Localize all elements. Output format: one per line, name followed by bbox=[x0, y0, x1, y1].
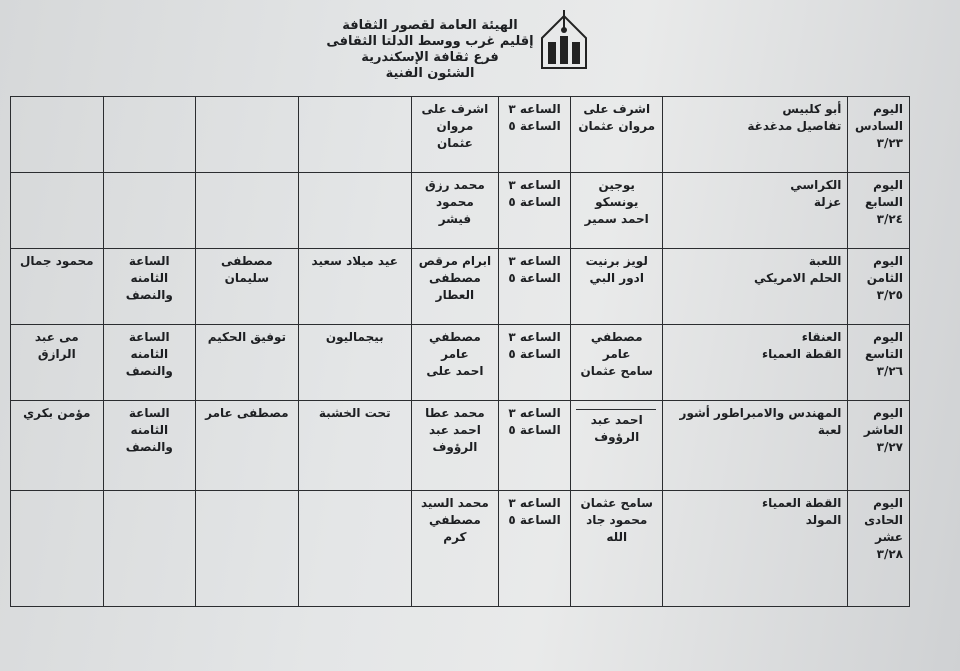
table-row bbox=[11, 401, 910, 491]
day-cell bbox=[848, 173, 910, 249]
day-label: اليوم bbox=[873, 406, 903, 420]
times-cell bbox=[499, 173, 571, 249]
play3-cell: تحت الخشبة bbox=[298, 401, 411, 491]
day-name: السادس bbox=[854, 119, 903, 133]
header-line: إقليم غرب ووسط الدلتا الثقافى bbox=[326, 34, 534, 49]
play-title: المهندس والامبراطور أشور bbox=[679, 406, 842, 420]
day-label: اليوم bbox=[873, 102, 903, 116]
committee-cell bbox=[411, 491, 498, 607]
plays-cell bbox=[663, 491, 848, 607]
play-title: تفاصيل مدغدغة bbox=[747, 119, 842, 133]
time-slot: الساعة ٥ bbox=[508, 271, 561, 285]
time-slot: الساعه ٣ bbox=[508, 102, 561, 116]
play3-cell bbox=[298, 491, 411, 607]
director-name: محمود جاد الله bbox=[586, 513, 648, 544]
plays-cell bbox=[663, 401, 848, 491]
committee3-cell bbox=[11, 97, 104, 173]
play-title: الكراسي bbox=[790, 178, 842, 192]
committee3-cell: مؤمن بكري bbox=[11, 401, 104, 491]
day-cell bbox=[848, 249, 910, 325]
play-title: القطة العمياء bbox=[761, 496, 842, 510]
time-slot: الساعه ٣ bbox=[508, 496, 561, 510]
time3-cell: الساعة الثامنه والنصف bbox=[103, 249, 195, 325]
directors-cell bbox=[570, 491, 662, 607]
day-name: الثامن bbox=[866, 271, 903, 285]
directors-cell bbox=[570, 401, 662, 491]
play-title: عزلة bbox=[813, 195, 842, 209]
organization-logo-icon bbox=[538, 8, 590, 74]
day-cell bbox=[848, 401, 910, 491]
committee-cell bbox=[411, 173, 498, 249]
blank-line bbox=[576, 409, 656, 410]
table-row bbox=[11, 491, 910, 607]
committee-name: الرؤوف bbox=[432, 440, 478, 454]
table-row bbox=[11, 97, 910, 173]
table-row bbox=[11, 249, 910, 325]
committee-name: مصطفى العطار bbox=[429, 271, 481, 302]
directors-cell bbox=[570, 97, 662, 173]
committee-cell bbox=[411, 249, 498, 325]
committee-name: اشرف على bbox=[421, 102, 489, 116]
committee-name: مروان عثمان bbox=[436, 119, 474, 150]
committee-name: احمد على bbox=[426, 364, 484, 378]
director-name: احمد عبد الرؤوف bbox=[590, 413, 643, 444]
day-date: ٣/٢٨ bbox=[876, 547, 903, 561]
committee3-cell bbox=[11, 491, 104, 607]
committee-name: محمد رزق bbox=[425, 178, 485, 192]
play3-cell bbox=[298, 173, 411, 249]
plays-cell bbox=[663, 173, 848, 249]
day-label: اليوم bbox=[873, 178, 903, 192]
director-name: ادور البي bbox=[589, 271, 644, 285]
committee-name: مصطفي كرم bbox=[429, 513, 481, 544]
committee3-cell bbox=[11, 173, 104, 249]
author3-cell: مصطفى عامر bbox=[196, 401, 299, 491]
time-slot: الساعه ٣ bbox=[508, 178, 561, 192]
committee-cell bbox=[411, 325, 498, 401]
schedule-table bbox=[10, 96, 910, 607]
play3-cell bbox=[298, 97, 411, 173]
time-slot: الساعة ٥ bbox=[508, 195, 561, 209]
day-date: ٣/٢٧ bbox=[876, 440, 903, 454]
committee-name: محمد عطا bbox=[425, 406, 485, 420]
plays-cell bbox=[663, 249, 848, 325]
author3-cell bbox=[196, 173, 299, 249]
header-line: الشئون الفنية bbox=[385, 66, 475, 81]
day-date: ٣/٢٤ bbox=[876, 212, 903, 226]
times-cell bbox=[499, 97, 571, 173]
committee3-cell: محمود جمال bbox=[11, 249, 104, 325]
times-cell bbox=[499, 491, 571, 607]
day-cell bbox=[848, 491, 910, 607]
play-title: لعبة bbox=[817, 423, 842, 437]
director-name: مصطفي عامر bbox=[590, 330, 643, 361]
director-name: يوجين يونسكو bbox=[595, 178, 639, 209]
play-title: العنقاء bbox=[801, 330, 842, 344]
table-row bbox=[11, 173, 910, 249]
directors-cell bbox=[570, 325, 662, 401]
play-title: اللعبة bbox=[808, 254, 842, 268]
time3-cell: الساعة الثامنه والنصف bbox=[103, 401, 195, 491]
time3-cell bbox=[103, 173, 195, 249]
day-cell bbox=[848, 97, 910, 173]
author3-cell: مصطفى سليمان bbox=[196, 249, 299, 325]
time-slot: الساعة ٥ bbox=[508, 347, 561, 361]
time-slot: الساعه ٣ bbox=[508, 254, 561, 268]
day-name: عشر bbox=[875, 530, 903, 544]
committee3-cell: مى عبد الرازق bbox=[11, 325, 104, 401]
day-label: اليوم bbox=[873, 496, 903, 510]
play-title: القطة العمياء bbox=[761, 347, 842, 361]
director-name: لويز برنيت bbox=[585, 254, 648, 268]
time-slot: الساعه ٣ bbox=[508, 406, 561, 420]
times-cell bbox=[499, 325, 571, 401]
day-date: ٣/٢٣ bbox=[876, 136, 903, 150]
header-line: فرع ثقافة الإسكندرية bbox=[361, 50, 499, 65]
committee-name: محمد السيد bbox=[420, 496, 489, 510]
committee-name: احمد عبد bbox=[428, 423, 481, 437]
play-title: المولد bbox=[805, 513, 842, 527]
author3-cell: توفيق الحكيم bbox=[196, 325, 299, 401]
author3-cell bbox=[196, 491, 299, 607]
committee-name: محمود فيشر bbox=[436, 195, 474, 226]
times-cell bbox=[499, 401, 571, 491]
header-line: الهيئة العامة لقصور الثقافة bbox=[342, 18, 518, 33]
author3-cell bbox=[196, 97, 299, 173]
director-name: اشرف على bbox=[583, 102, 651, 116]
day-name: التاسع bbox=[864, 347, 903, 361]
play3-cell: عيد ميلاد سعيد bbox=[298, 249, 411, 325]
time3-cell bbox=[103, 491, 195, 607]
day-name: العاشر bbox=[863, 423, 903, 437]
table-row bbox=[11, 325, 910, 401]
time-slot: الساعة ٥ bbox=[508, 513, 561, 527]
play3-cell: بيجماليون bbox=[298, 325, 411, 401]
time-slot: الساعة ٥ bbox=[508, 423, 561, 437]
director-name: احمد سمير bbox=[584, 212, 649, 226]
time3-cell bbox=[103, 97, 195, 173]
director-name: سامح عثمان bbox=[580, 496, 653, 510]
play-title: الحلم الامريكي bbox=[754, 271, 842, 285]
day-date: ٣/٢٥ bbox=[876, 288, 903, 302]
directors-cell bbox=[570, 173, 662, 249]
plays-cell bbox=[663, 325, 848, 401]
time3-cell: الساعة الثامنه والنصف bbox=[103, 325, 195, 401]
day-cell bbox=[848, 325, 910, 401]
day-name: السابع bbox=[864, 195, 903, 209]
day-name: الحادى bbox=[864, 513, 903, 527]
time-slot: الساعه ٣ bbox=[508, 330, 561, 344]
committee-cell bbox=[411, 401, 498, 491]
time-slot: الساعة ٥ bbox=[508, 119, 561, 133]
committee-name: ابرام مرقص bbox=[418, 254, 492, 268]
director-name: مروان عثمان bbox=[578, 119, 656, 133]
committee-cell bbox=[411, 97, 498, 173]
play-title: أبو كلبيس bbox=[782, 102, 842, 116]
day-label: اليوم bbox=[873, 330, 903, 344]
times-cell bbox=[499, 249, 571, 325]
day-date: ٣/٢٦ bbox=[876, 364, 903, 378]
directors-cell bbox=[570, 249, 662, 325]
committee-name: مصطفي عامر bbox=[429, 330, 481, 361]
director-name: سامح عثمان bbox=[580, 364, 653, 378]
document-header bbox=[300, 18, 560, 82]
day-label: اليوم bbox=[873, 254, 903, 268]
plays-cell bbox=[663, 97, 848, 173]
